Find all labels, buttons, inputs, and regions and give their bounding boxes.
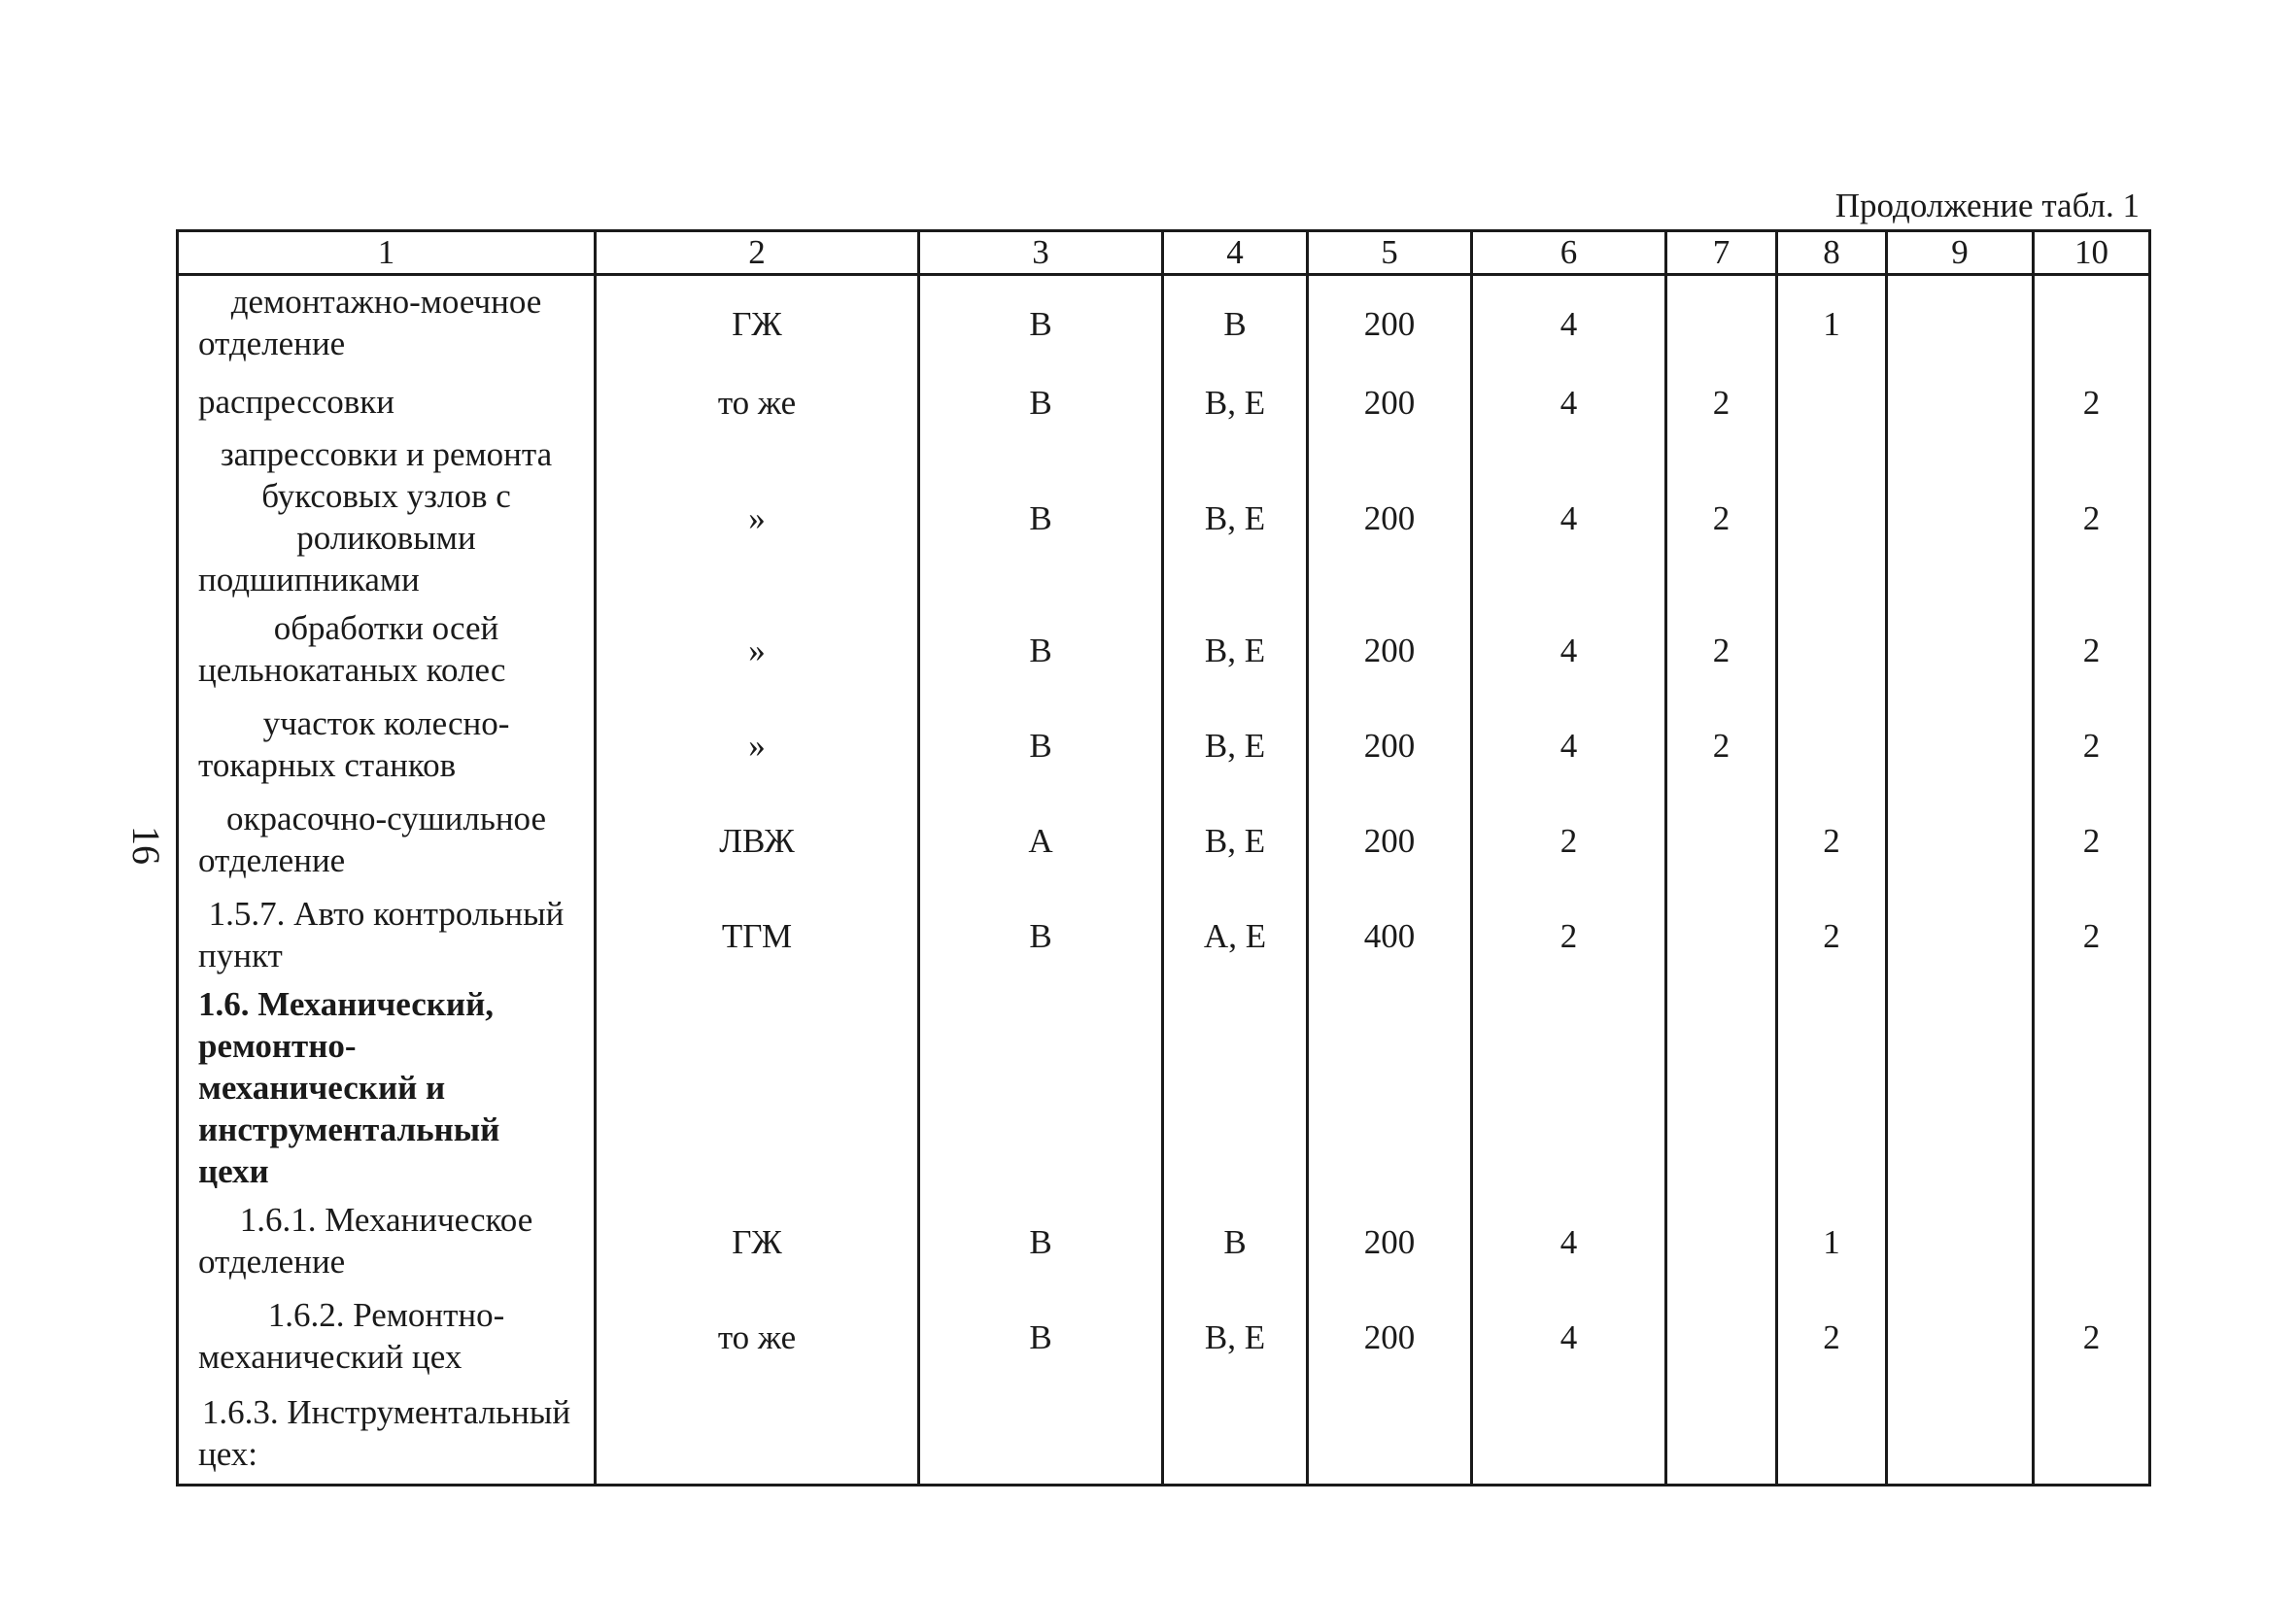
cell — [1163, 983, 1308, 1194]
cell — [1666, 275, 1777, 372]
cell: 200 — [1308, 1194, 1472, 1289]
cell-name: демонтажно-моечное отделение — [178, 275, 596, 372]
cell: 2 — [2034, 793, 2150, 888]
cell: 1 — [1777, 1194, 1887, 1289]
cell: 2 — [1666, 433, 1777, 602]
cell — [919, 1384, 1163, 1486]
table-row — [178, 698, 2150, 793]
cell: 4 — [1472, 602, 1666, 698]
cell: 2 — [2034, 371, 2150, 433]
cell: 2 — [1666, 698, 1777, 793]
table-row — [178, 1194, 2150, 1289]
cell — [1887, 1289, 2034, 1384]
cell: В — [1163, 1194, 1308, 1289]
page-number: 16 — [124, 826, 168, 865]
cell: 200 — [1308, 602, 1472, 698]
cell: В — [919, 888, 1163, 983]
table-row — [178, 602, 2150, 698]
col-header-3: 3 — [919, 231, 1163, 275]
cell: В, Е — [1163, 371, 1308, 433]
table-row — [178, 433, 2150, 602]
cell: » — [596, 698, 919, 793]
table-caption: Продолжение табл. 1 — [1834, 187, 2140, 224]
cell: 4 — [1472, 1289, 1666, 1384]
cell — [1887, 1194, 2034, 1289]
cell: В — [919, 1289, 1163, 1384]
cell: В — [919, 433, 1163, 602]
cell: В, Е — [1163, 602, 1308, 698]
cell — [2034, 983, 2150, 1194]
cell: А, Е — [1163, 888, 1308, 983]
cell: ГЖ — [596, 1194, 919, 1289]
cell — [1777, 1384, 1887, 1486]
cell-name: 1.6.2. Ремонтно-механический цех — [178, 1289, 596, 1384]
cell: 4 — [1472, 1194, 1666, 1289]
cell — [596, 983, 919, 1194]
cell: 2 — [2034, 698, 2150, 793]
cell: 2 — [2034, 888, 2150, 983]
cell-name: запрессовки и ремонта буксовых узлов с роликовыми подшипниками — [178, 433, 596, 602]
cell: В, Е — [1163, 793, 1308, 888]
cell: В — [919, 698, 1163, 793]
cell: 200 — [1308, 433, 1472, 602]
cell: 2 — [1777, 1289, 1887, 1384]
cell — [1777, 698, 1887, 793]
cell-name: обработки осей цельнокатаных колес — [178, 602, 596, 698]
table-row — [178, 275, 2150, 372]
cell: » — [596, 433, 919, 602]
cell: 2 — [1666, 602, 1777, 698]
col-header-7: 7 — [1666, 231, 1777, 275]
cell: то же — [596, 1289, 919, 1384]
cell: А — [919, 793, 1163, 888]
cell — [1777, 983, 1887, 1194]
cell — [1666, 1289, 1777, 1384]
col-header-5: 5 — [1308, 231, 1472, 275]
cell: ТГМ — [596, 888, 919, 983]
cell: 200 — [1308, 1289, 1472, 1384]
section-heading: 1.6. Механический, ремонтно-механический и инструментальный цехи — [178, 983, 596, 1194]
table-row — [178, 888, 2150, 983]
cell — [1472, 983, 1666, 1194]
cell — [1777, 433, 1887, 602]
cell: 4 — [1472, 275, 1666, 372]
cell — [1666, 793, 1777, 888]
cell — [1472, 1384, 1666, 1486]
cell: 2 — [2034, 433, 2150, 602]
data-table — [176, 229, 2151, 1486]
cell: 2 — [1472, 888, 1666, 983]
cell: 200 — [1308, 371, 1472, 433]
table-row — [178, 793, 2150, 888]
cell: 200 — [1308, 275, 1472, 372]
cell: В — [919, 1194, 1163, 1289]
table-row — [178, 371, 2150, 433]
cell-name: 1.5.7. Авто контрольный пункт — [178, 888, 596, 983]
col-header-1: 1 — [178, 231, 596, 275]
cell — [1308, 1384, 1472, 1486]
cell: » — [596, 602, 919, 698]
cell — [1887, 602, 2034, 698]
col-header-2: 2 — [596, 231, 919, 275]
cell — [1887, 888, 2034, 983]
col-header-8: 8 — [1777, 231, 1887, 275]
cell — [919, 983, 1163, 1194]
cell — [1887, 371, 2034, 433]
cell: 2 — [1777, 888, 1887, 983]
cell: В — [919, 602, 1163, 698]
cell-name: 1.6.3. Инструментальный цех: — [178, 1384, 596, 1486]
cell: 1 — [1777, 275, 1887, 372]
cell — [1887, 1384, 2034, 1486]
cell — [1666, 888, 1777, 983]
cell — [1777, 602, 1887, 698]
cell: 2 — [1666, 371, 1777, 433]
cell: то же — [596, 371, 919, 433]
cell: В — [919, 275, 1163, 372]
cell-name: распрессовки — [178, 371, 596, 433]
cell: В — [919, 371, 1163, 433]
cell: 2 — [2034, 602, 2150, 698]
cell — [1777, 371, 1887, 433]
cell: ГЖ — [596, 275, 919, 372]
cell: В — [1163, 275, 1308, 372]
cell — [1666, 1194, 1777, 1289]
cell: 200 — [1308, 698, 1472, 793]
cell: 4 — [1472, 433, 1666, 602]
section-row — [178, 983, 2150, 1194]
cell — [1887, 433, 2034, 602]
cell — [2034, 1194, 2150, 1289]
cell — [1887, 698, 2034, 793]
cell — [1887, 983, 2034, 1194]
cell-name: окрасочно-сушильное отделение — [178, 793, 596, 888]
cell — [1887, 275, 2034, 372]
cell-name: участок колесно-токарных станков — [178, 698, 596, 793]
cell: 400 — [1308, 888, 1472, 983]
cell — [1308, 983, 1472, 1194]
cell: 4 — [1472, 371, 1666, 433]
cell: 4 — [1472, 698, 1666, 793]
cell — [1887, 793, 2034, 888]
col-header-4: 4 — [1163, 231, 1308, 275]
table-row — [178, 1384, 2150, 1486]
cell — [1666, 983, 1777, 1194]
cell: В, Е — [1163, 698, 1308, 793]
cell — [2034, 1384, 2150, 1486]
table-row — [178, 1289, 2150, 1384]
cell — [2034, 275, 2150, 372]
cell: 2 — [1472, 793, 1666, 888]
cell — [1163, 1384, 1308, 1486]
col-header-6: 6 — [1472, 231, 1666, 275]
cell — [596, 1384, 919, 1486]
cell: 200 — [1308, 793, 1472, 888]
cell: В, Е — [1163, 433, 1308, 602]
cell: ЛВЖ — [596, 793, 919, 888]
cell-name: 1.6.1. Механическое отделение — [178, 1194, 596, 1289]
cell — [1666, 1384, 1777, 1486]
cell: В, Е — [1163, 1289, 1308, 1384]
header-row — [178, 231, 2150, 275]
cell: 2 — [2034, 1289, 2150, 1384]
cell: 2 — [1777, 793, 1887, 888]
col-header-10: 10 — [2034, 231, 2150, 275]
col-header-9: 9 — [1887, 231, 2034, 275]
